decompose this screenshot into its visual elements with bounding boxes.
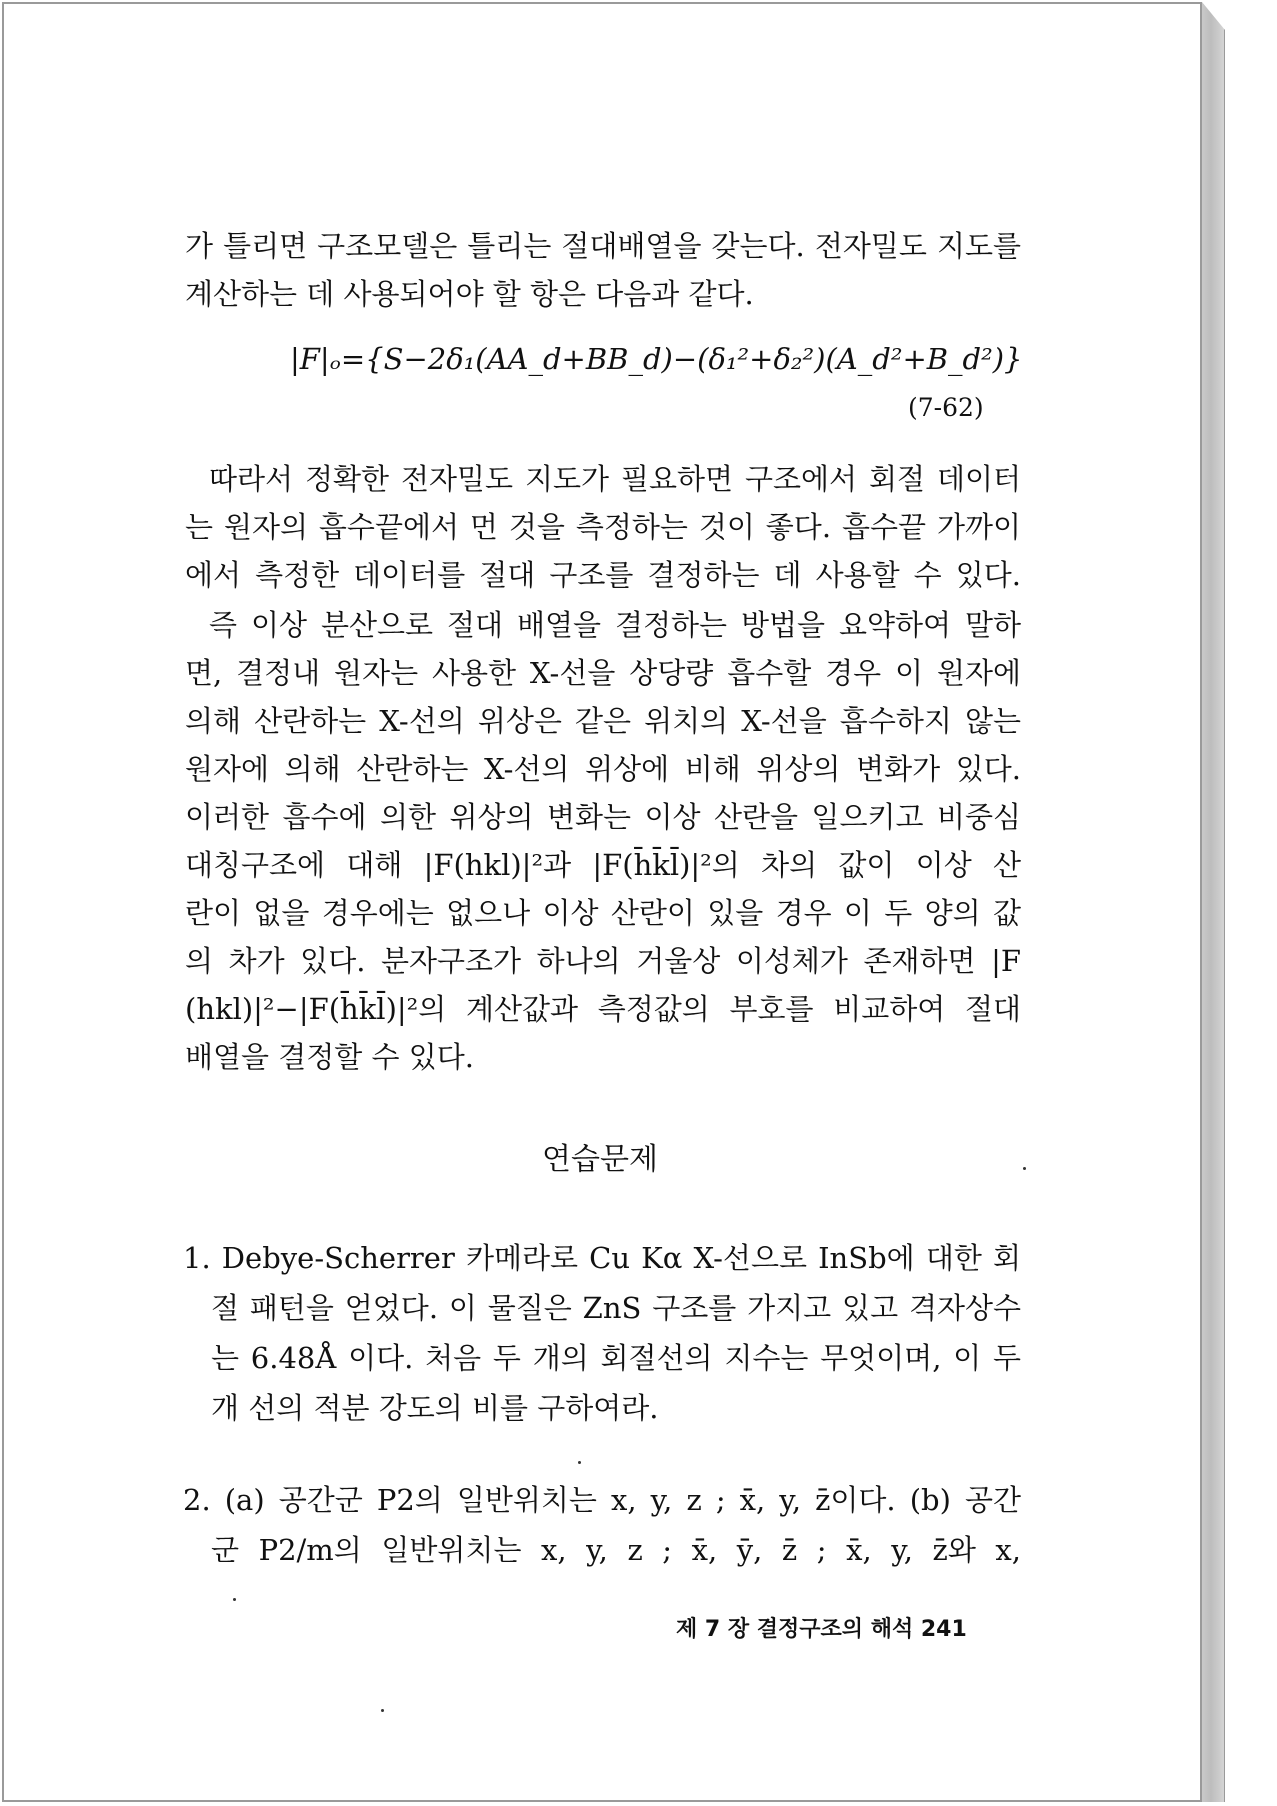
text-line: 절 패턴을 얻었다. 이 물질은 ZnS 구조를 가지고 있고 격자상수 bbox=[211, 1291, 1021, 1325]
text-line: 의 차가 있다. 분자구조가 하나의 거울상 이성체가 존재하면 |F bbox=[185, 944, 1021, 978]
page-edge-shadow bbox=[1202, 2, 1225, 1802]
speck bbox=[381, 1709, 384, 1712]
text-line: 대칭구조에 대해 |F(hkl)|²과 |F(h̄k̄l̄)|²의 차의 값이 이상 산 bbox=[185, 848, 1021, 882]
paragraph-2 bbox=[185, 455, 1021, 599]
text-line: 란이 없을 경우에는 없으나 이상 산란이 있을 경우 이 두 양의 값 bbox=[185, 896, 1021, 930]
speck bbox=[233, 1598, 236, 1601]
problem-1 bbox=[183, 1233, 1021, 1433]
paragraph-1 bbox=[185, 222, 1021, 318]
equation-number: (7-62) bbox=[908, 393, 984, 422]
formula-7-62: |F|ₒ={S−2δ₁(AA_d+BB_d)−(δ₁²+δ₂²)(A_d²+B_d²)} bbox=[290, 342, 1023, 376]
section-heading: 연습문제 bbox=[542, 1142, 658, 1177]
paragraph-3 bbox=[185, 601, 1021, 1081]
speck bbox=[578, 1461, 581, 1464]
text-line: 는 6.48Å 이다. 처음 두 개의 회절선의 지수는 무엇이며, 이 두 bbox=[211, 1341, 1021, 1375]
text-line: 는 원자의 흡수끝에서 먼 것을 측정하는 것이 좋다. 흡수끝 가까이 bbox=[185, 510, 1021, 544]
text-line: 원자에 의해 산란하는 X-선의 위상에 비해 위상의 변화가 있다. bbox=[185, 752, 1021, 786]
problem-2 bbox=[183, 1475, 1021, 1575]
text-line: (hkl)|²−|F(h̄k̄l̄)|²의 계산값과 측정값의 부호를 비교하여 절대 bbox=[185, 992, 1021, 1026]
text-line: 가 틀리면 구조모델은 틀리는 절대배열을 갖는다. 전자밀도 지도를 bbox=[185, 229, 1021, 263]
text-line: 1. Debye-Scherrer 카메라로 Cu Kα X-선으로 InSb에 대한 회 bbox=[183, 1241, 1021, 1275]
text-line: 배열을 결정할 수 있다. bbox=[185, 1040, 474, 1074]
speck bbox=[1023, 1167, 1026, 1170]
text-line: 즉 이상 분산으로 절대 배열을 결정하는 방법을 요약하여 말하 bbox=[209, 608, 1021, 642]
text-line: 면, 결정내 원자는 사용한 X-선을 상당량 흡수할 경우 이 원자에 bbox=[185, 656, 1021, 690]
text-line: 개 선의 적분 강도의 비를 구하여라. bbox=[211, 1391, 659, 1425]
text-line: 계산하는 데 사용되어야 할 항은 다음과 같다. bbox=[185, 277, 754, 311]
text-line: 따라서 정확한 전자밀도 지도가 필요하면 구조에서 회절 데이터 bbox=[209, 462, 1021, 496]
text-line: 의해 산란하는 X-선의 위상은 같은 위치의 X-선을 흡수하지 않는 bbox=[185, 704, 1021, 738]
text-line: 에서 측정한 데이터를 절대 구조를 결정하는 데 사용할 수 있다. bbox=[185, 558, 1021, 592]
text-line: 군 P2/m의 일반위치는 x, y, z ; x̄, ȳ, z̄ ; x̄, y, z̄와 x, bbox=[211, 1533, 1021, 1567]
page-footer: 제 7 장 결정구조의 해석 241 bbox=[676, 1617, 967, 1642]
text-line: 2. (a) 공간군 P2의 일반위치는 x, y, z ; x̄, y, z̄이다. (b) 공간 bbox=[183, 1483, 1021, 1517]
text-line: 이러한 흡수에 의한 위상의 변화는 이상 산란을 일으키고 비중심 bbox=[185, 800, 1021, 834]
